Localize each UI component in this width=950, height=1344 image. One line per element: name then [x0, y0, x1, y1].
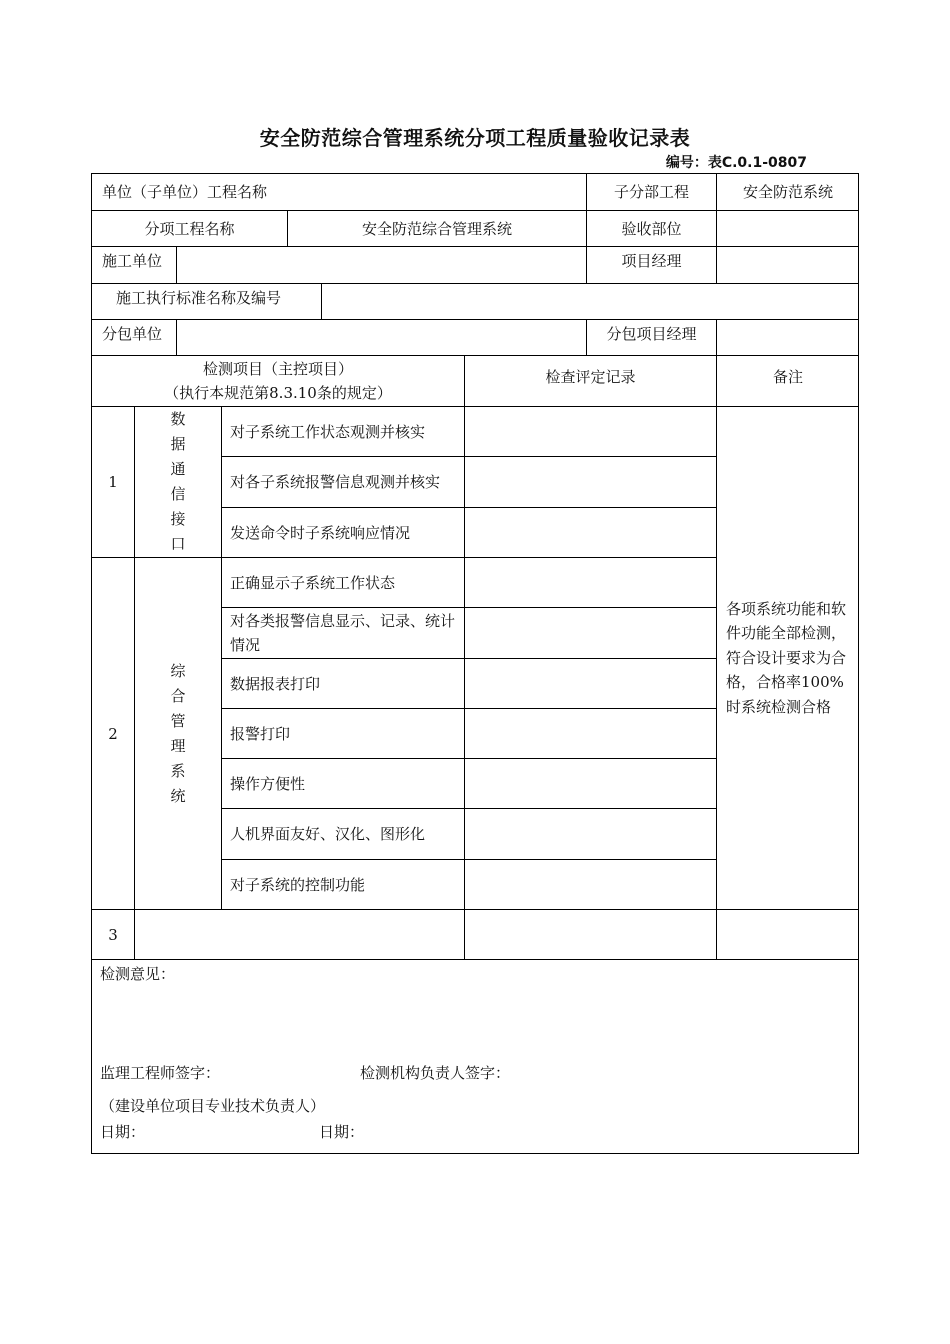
record-cell[interactable] — [465, 759, 716, 808]
record-header: 检查评定记录 — [545, 368, 636, 386]
project-manager-label: 项目经理 — [621, 252, 682, 270]
record-cell[interactable] — [465, 508, 716, 557]
group-name-char: 数据 — [170, 410, 186, 453]
record-cell[interactable] — [465, 809, 716, 859]
date-right-label: 日期： — [319, 1123, 365, 1141]
group-number: 2 — [108, 724, 118, 743]
opinion-label: 检测意见： — [100, 965, 176, 983]
check-item: 发送命令时子系统响应情况 — [230, 523, 411, 542]
owner-note: （建设单位项目专业技术负责人） — [100, 1097, 326, 1115]
items-header — [92, 357, 464, 405]
check-item[interactable] — [135, 910, 464, 959]
items-header-line1: 检测项目（主控项目） — [202, 360, 353, 378]
remarks-header: 备注 — [772, 368, 803, 386]
record-cell[interactable] — [465, 910, 716, 959]
record-cell[interactable] — [465, 608, 716, 658]
record-cell[interactable] — [465, 407, 716, 456]
group-name — [135, 558, 221, 909]
record-cell[interactable] — [465, 659, 716, 708]
check-item: 对各子系统报警信息观测并核实 — [230, 473, 441, 491]
group-name-char: 系统 — [170, 761, 186, 805]
record-cell[interactable] — [465, 457, 716, 507]
group-name-char: 通信 — [170, 460, 186, 503]
record-cell[interactable] — [465, 709, 716, 758]
agency-sign-label: 检测机构负责人签字： — [360, 1064, 511, 1082]
page-title: 安全防范综合管理系统分项工程质量验收记录表 — [259, 126, 691, 150]
sub-division-value[interactable]: 安全防范系统 — [742, 183, 833, 201]
item-project-value[interactable]: 安全防范综合管理系统 — [361, 219, 512, 238]
check-item: 对子系统工作状态观测并核实 — [230, 422, 426, 441]
acceptance-part-label: 验收部位 — [621, 219, 682, 238]
items-header-line2: （执行本规范第8.3.10条的规定） — [164, 384, 392, 402]
group-name-char: 接口 — [170, 510, 186, 553]
group-number: 1 — [108, 473, 118, 491]
supervisor-sign-label: 监理工程师签字： — [100, 1064, 221, 1082]
unit-project-value[interactable] — [288, 174, 586, 210]
record-cell[interactable] — [465, 558, 716, 607]
subcontractor-label: 分包单位 — [102, 325, 163, 343]
subcontractor-value[interactable] — [177, 320, 586, 355]
acceptance-part-value[interactable] — [717, 211, 859, 246]
date-left-label: 日期： — [100, 1123, 146, 1141]
group-number: 3 — [108, 925, 118, 944]
check-item: 正确显示子系统工作状态 — [230, 573, 396, 592]
standard-label: 施工执行标准名称及编号 — [116, 289, 282, 307]
unit-project-label: 单位（子单位）工程名称 — [102, 183, 268, 201]
group-name-char: 综合 — [170, 661, 186, 705]
construction-unit-label: 施工单位 — [102, 252, 163, 270]
check-item: 操作方便性 — [230, 774, 306, 793]
remarks-text: 各项系统功能和软件功能全部检测，符合设计要求为合格，合格率100%时系统检测合格 — [726, 599, 847, 716]
document-number: 编号：表C.0.1-0807 — [665, 155, 807, 171]
check-item: 数据报表打印 — [230, 674, 321, 693]
project-manager-value[interactable] — [717, 247, 859, 283]
remarks-cell[interactable] — [717, 910, 859, 959]
sub-pm-label: 分包项目经理 — [606, 325, 697, 343]
record-cell[interactable] — [465, 860, 716, 909]
construction-unit-value[interactable] — [177, 247, 586, 283]
check-item: 对子系统的控制功能 — [230, 875, 366, 894]
check-item: 对各类报警信息显示、记录、统计情况 — [230, 612, 456, 654]
standard-value[interactable] — [322, 284, 859, 319]
sub-division-label: 子分部工程 — [613, 183, 689, 201]
group-name-char: 管理 — [170, 711, 186, 755]
check-item: 报警打印 — [230, 724, 291, 743]
item-project-label: 分项工程名称 — [144, 219, 235, 238]
sub-pm-value[interactable] — [717, 320, 859, 355]
check-item: 人机界面友好、汉化、图形化 — [230, 825, 426, 843]
group-name — [135, 407, 221, 557]
